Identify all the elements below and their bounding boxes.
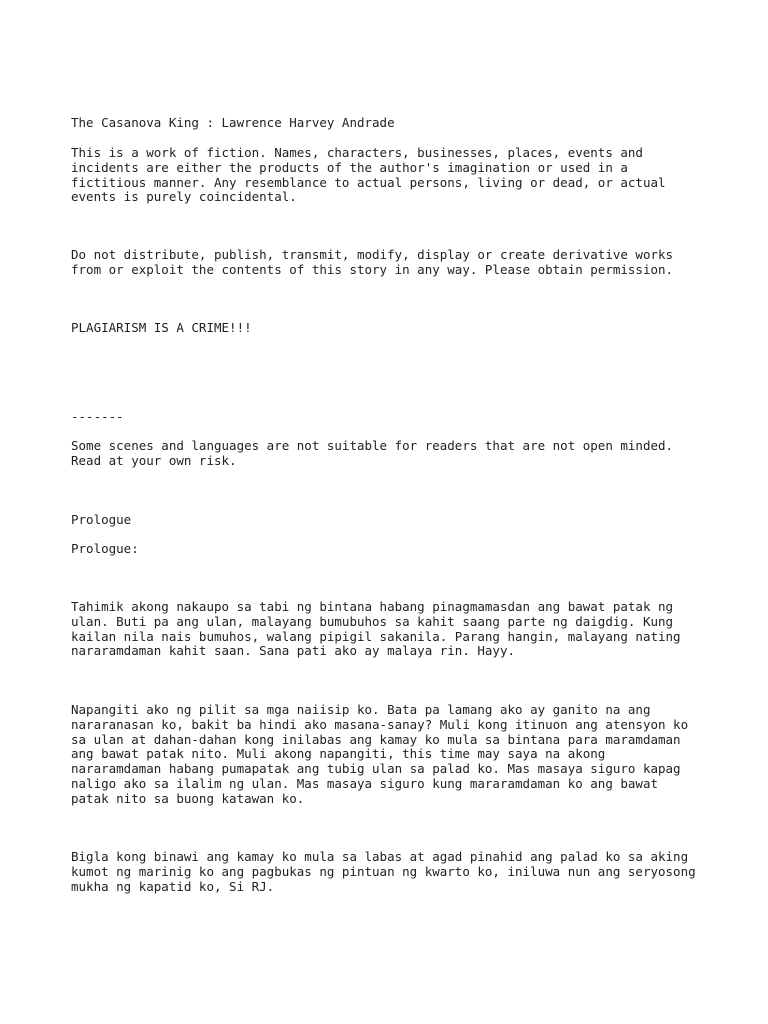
section-separator: -------: [71, 409, 124, 424]
body-paragraph: Tahimik akong nakaupo sa tabi ng bintana habang pinagmamasdan ang bawat patak ng ulan. Buti pa ang ulan, malayang bumubuhos sa kahit saang parte ng daigdig. Kung kailan nila nais bumuhos, walang pipigil sakanila. Parang hangin, malayang nating nararamdaman kahit saan. Sana pati ako ay malaya rin. Hayy.: [71, 599, 681, 659]
body-paragraph: Bigla kong binawi ang kamay ko mula sa labas at agad pinahid ang palad ko sa aking kumot ng marinig ko ang pagbukas ng pintuan ng kwarto ko, iniluwa nun ang seryosong mukha ng kapatid ko, Si RJ.: [71, 849, 696, 894]
section-heading: Prologue: [71, 512, 132, 527]
permission-notice: Do not distribute, publish, transmit, modify, display or create derivative works from or exploit the contents of this story in any way. Please obtain permission.: [71, 247, 674, 277]
document-title-line: The Casanova King : Lawrence Harvey Andrade: [71, 115, 395, 130]
fiction-disclaimer: This is a work of fiction. Names, characters, businesses, places, events and incidents are either the products of the author's imagination or used in a fictitious manner. Any resemblance to actual persons, living or dead, or actual events is purely coincidental.: [71, 145, 666, 205]
body-paragraph: Napangiti ako ng pilit sa mga naiisip ko. Bata pa lamang ako ay ganito na ang nararanasan ko, bakit ba hindi ako masana-sanay? Muli kong itinuon ang atensyon ko sa ulan at dahan-dahan kong inilabas ang kamay ko mula sa bintana para maramdaman ang bawat patak nito. Muli akong napangiti, this time may saya na akong nararamdaman habang pumapatak ang tubig ulan sa palad ko. Mas masaya siguro kapag naligo ako sa ilalim ng ulan. Mas masaya siguro kung mararamdaman ko ang bawat patak nito sa buong katawan ko.: [71, 702, 689, 806]
plagiarism-warning: PLAGIARISM IS A CRIME!!!: [71, 320, 252, 335]
chapter-title: Prologue:: [71, 541, 139, 556]
reader-warning: Some scenes and languages are not suitable for readers that are not open minded. Read at your own risk.: [71, 438, 674, 468]
